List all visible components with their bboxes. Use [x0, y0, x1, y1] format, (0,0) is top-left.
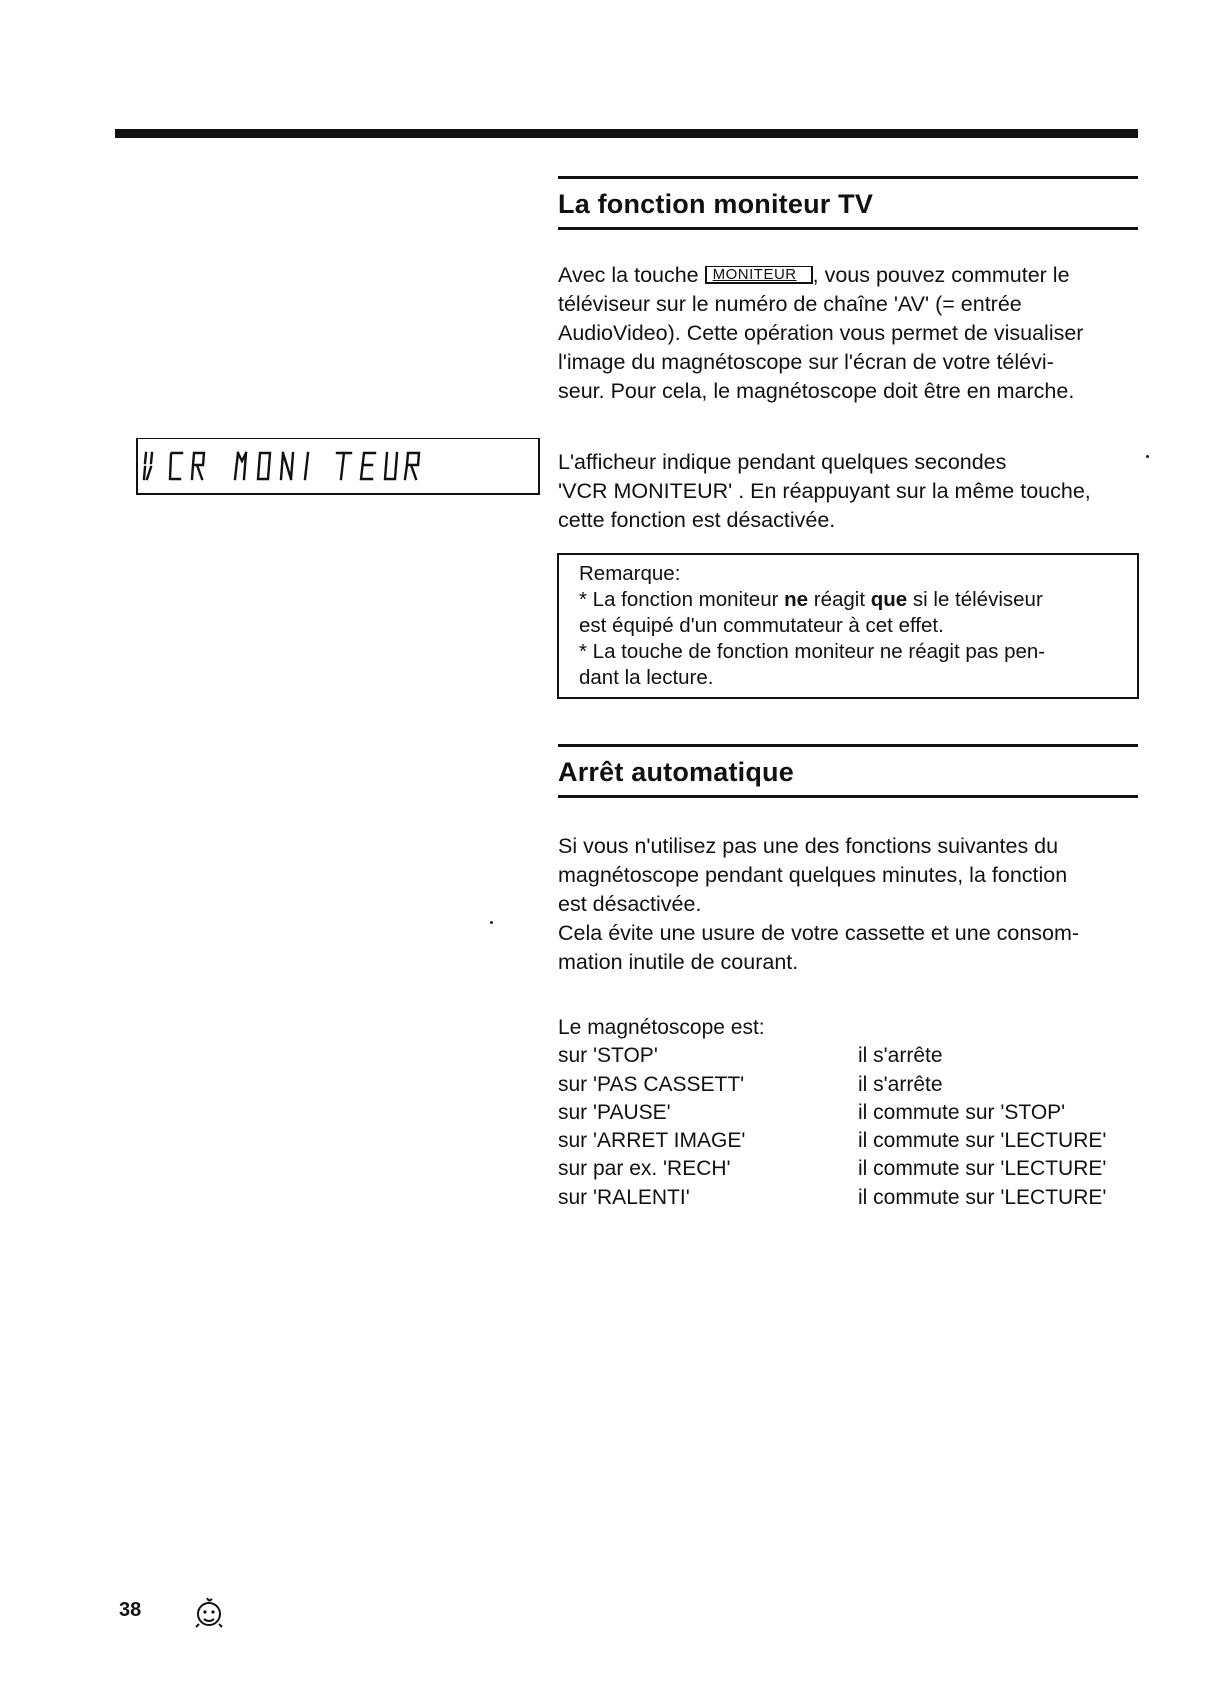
- note-emphasis: ne: [784, 588, 809, 611]
- vcr-display-panel: [136, 438, 540, 495]
- language-face-icon: [192, 1597, 226, 1631]
- table-cell-state: sur 'STOP': [558, 1044, 658, 1068]
- display-line-1: L'afficheur indique pendant quelques secondes: [558, 450, 1007, 474]
- auto-stop-intro: [558, 832, 1143, 977]
- auto-stop-line-1: Si vous n'utilisez pas une des fonctions suivantes du: [558, 834, 1059, 858]
- scan-speck: [1146, 455, 1149, 458]
- table-cell-action: il s'arrête: [858, 1044, 943, 1068]
- note-text: * La fonction moniteur: [579, 588, 785, 611]
- table-cell-action: il commute sur 'LECTURE': [858, 1157, 1107, 1181]
- intro-line-1: [558, 261, 1143, 290]
- table-cell-state: sur 'ARRET IMAGE': [558, 1129, 746, 1153]
- table-heading: Le magnétoscope est:: [558, 1016, 765, 1039]
- moniteur-key: MONITEUR: [705, 266, 813, 284]
- scan-speck: [490, 921, 493, 924]
- table-cell-action: il commute sur 'LECTURE': [858, 1185, 1107, 1209]
- table-cell-action: il commute sur 'LECTURE': [858, 1129, 1107, 1153]
- section-title-auto-stop: Arrêt automatique: [558, 757, 794, 787]
- table-cell-action: il commute sur 'STOP': [858, 1100, 1066, 1124]
- section-title-tv-monitor: La fonction moniteur TV: [558, 189, 874, 219]
- table-cell-state: sur 'RALENTI': [558, 1185, 690, 1209]
- section-heading-auto-stop: [558, 744, 1138, 798]
- auto-stop-line-3: est désactivée.: [558, 892, 702, 916]
- tv-monitor-display-info: [558, 448, 1143, 535]
- note-heading: Remarque:: [579, 562, 681, 585]
- segment-display-text: [142, 447, 532, 487]
- tv-monitor-intro: [558, 261, 1143, 406]
- table-cell-state: sur par ex. 'RECH': [558, 1157, 731, 1181]
- intro-line-5: seur. Pour cela, le magnétoscope doit être en marche.: [558, 379, 1075, 403]
- auto-stop-line-4: Cela évite une usure de votre cassette et une consom-: [558, 921, 1080, 945]
- page-number: 38: [119, 1599, 142, 1621]
- intro-line-4: l'image du magnétoscope sur l'écran de votre télévi-: [558, 350, 1054, 374]
- note-bullet-1-cont: est équipé d'un commutateur à cet effet.: [579, 614, 944, 637]
- heading-rule-bottom: [558, 227, 1138, 230]
- note-bullet-2-cont: dant la lecture.: [579, 666, 714, 689]
- display-line-2: 'VCR MONITEUR' . En réappuyant sur la même touche,: [558, 479, 1091, 503]
- note-box: [557, 553, 1139, 699]
- section-heading-tv-monitor: [558, 176, 1138, 230]
- table-cell-action: il s'arrête: [858, 1072, 943, 1096]
- intro-text: Avec la touche: [558, 263, 705, 287]
- note-bullet-2: * La touche de fonction moniteur ne réagit pas pen-: [579, 640, 1046, 663]
- top-rule: [115, 129, 1138, 138]
- note-text: si le téléviseur: [907, 588, 1043, 611]
- note-text: réagit: [808, 588, 871, 611]
- auto-stop-line-5: mation inutile de courant.: [558, 950, 799, 974]
- auto-stop-line-2: magnétoscope pendant quelques minutes, la fonction: [558, 863, 1068, 887]
- intro-line-2: téléviseur sur le numéro de chaîne 'AV' (= entrée: [558, 292, 1022, 316]
- intro-line-3: AudioVideo). Cette opération vous permet de visualiser: [558, 321, 1084, 345]
- note-bullet-1: [579, 587, 1127, 613]
- intro-text: , vous pouvez commuter le: [812, 263, 1070, 287]
- note-emphasis: que: [870, 588, 908, 611]
- table-cell-state: sur 'PAS CASSETT': [558, 1072, 745, 1096]
- display-line-3: cette fonction est désactivée.: [558, 508, 836, 532]
- table-cell-state: sur 'PAUSE': [558, 1100, 671, 1124]
- heading-rule-bottom: [558, 795, 1138, 798]
